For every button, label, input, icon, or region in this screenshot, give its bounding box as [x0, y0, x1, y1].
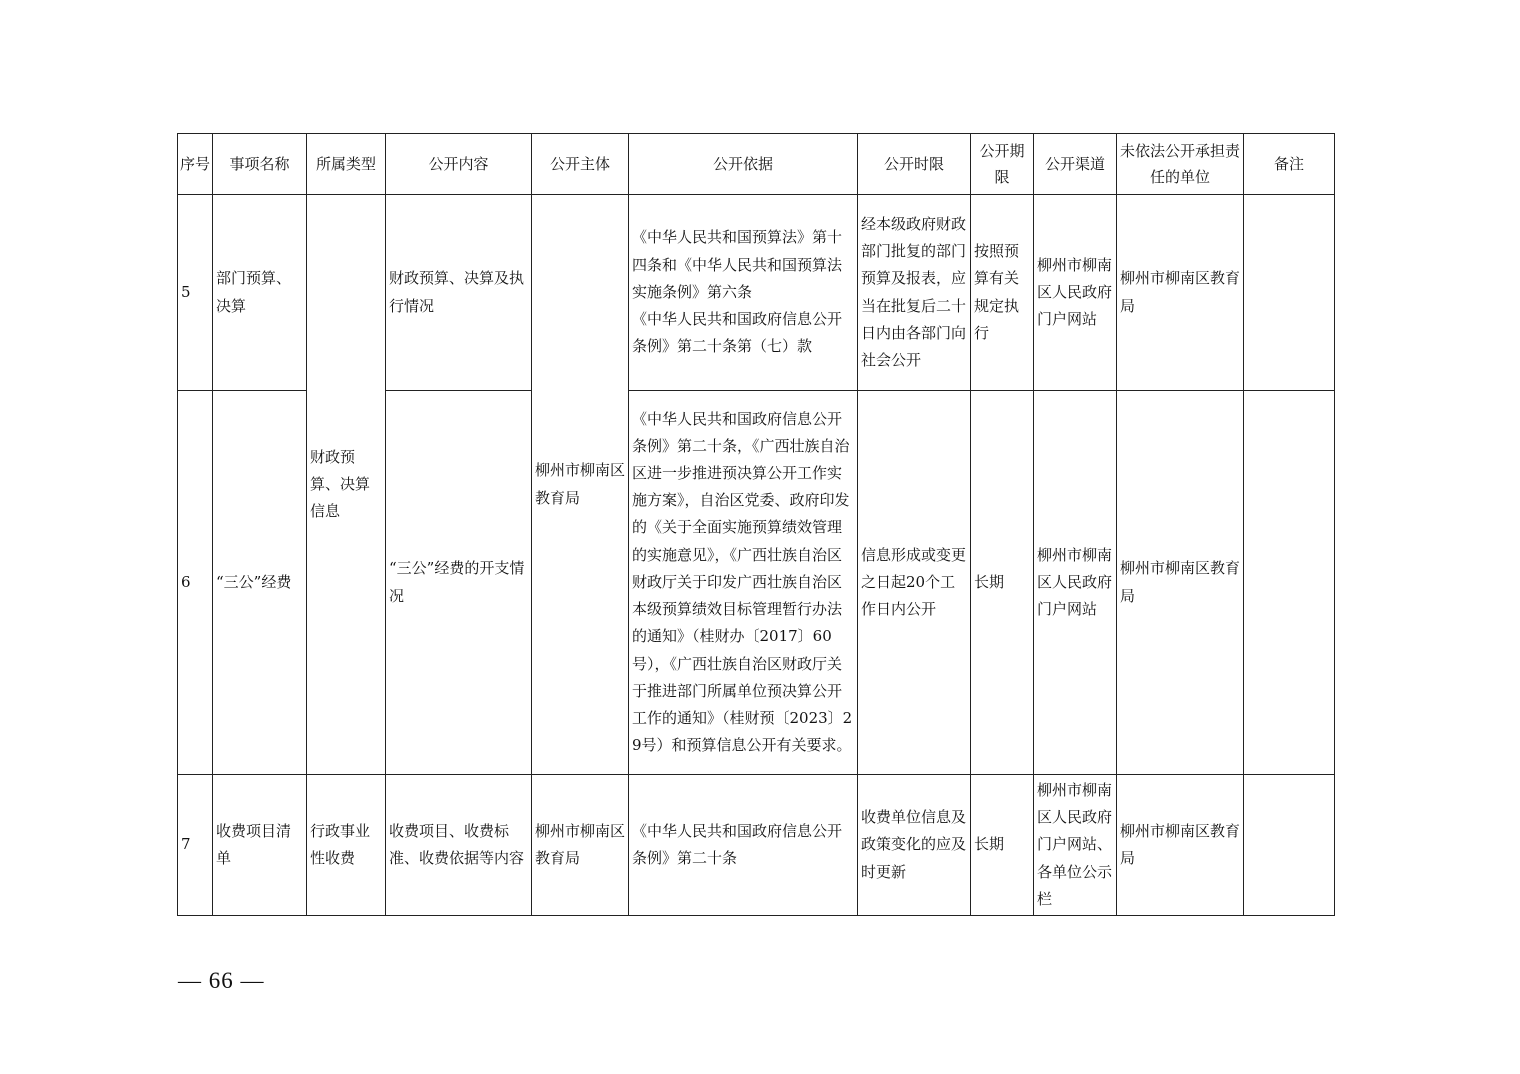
basis-paragraph: 《中华人民共和国预算法》第十四条和《中华人民共和国预算法实施条例》第六条 — [632, 228, 843, 301]
header-row — [178, 134, 1335, 195]
row-time-limit: 收费单位信息及政策变化的应及时更新 — [858, 775, 971, 916]
table-row — [178, 775, 1335, 916]
header-content: 公开内容 — [386, 134, 532, 195]
header-responsible: 未依法公开承担责任的单位 — [1117, 134, 1244, 195]
row-remarks — [1244, 775, 1335, 916]
row-seq: 6 — [178, 391, 213, 775]
header-remarks: 备注 — [1244, 134, 1335, 195]
row-basis — [629, 195, 858, 391]
row-channel: 柳州市柳南区人民政府门户网站、各单位公示栏 — [1034, 775, 1117, 916]
row-channel: 柳州市柳南区人民政府门户网站 — [1034, 391, 1117, 775]
row-category: 财政预算、决算信息 — [307, 195, 386, 775]
header-time-limit: 公开时限 — [858, 134, 971, 195]
table-row — [178, 195, 1335, 391]
row-period: 按照预算有关规定执行 — [971, 195, 1034, 391]
row-item-name: 部门预算、决算 — [213, 195, 307, 391]
row-time-limit: 信息形成或变更之日起20个工作日内公开 — [858, 391, 971, 775]
row-period: 长期 — [971, 391, 1034, 775]
header-basis: 公开依据 — [629, 134, 858, 195]
disclosure-table — [177, 133, 1335, 916]
row-responsible: 柳州市柳南区教育局 — [1117, 391, 1244, 775]
row-basis: 《中华人民共和国政府信息公开条例》第二十条，《广西壮族自治区进一步推进预决算公开工作实施方案》，自治区党委、政府印发的《关于全面实施预算绩效管理的实施意见》，《广西壮族自治区财政厅关于印发广西壮族自治区本级预算绩效目标管理暂行办法的通知》（桂财办〔2017〕60号），《广西壮族自治区财政厅关于推进部门所属单位预决算公开工作的通知》（桂财预〔2023〕29号）和预算信息公开有关要求。 — [629, 391, 858, 775]
header-item-name: 事项名称 — [213, 134, 307, 195]
row-content: 财政预算、决算及执行情况 — [386, 195, 532, 391]
row-item-name: 收费项目清单 — [213, 775, 307, 916]
header-channel: 公开渠道 — [1034, 134, 1117, 195]
row-subject: 柳州市柳南区教育局 — [532, 195, 629, 775]
row-seq: 7 — [178, 775, 213, 916]
header-seq: 序号 — [178, 134, 213, 195]
header-period: 公开期限 — [971, 134, 1034, 195]
basis-paragraph: 《中华人民共和国政府信息公开条例》第二十条第（七）款 — [632, 310, 843, 356]
row-subject: 柳州市柳南区教育局 — [532, 775, 629, 916]
row-remarks — [1244, 391, 1335, 775]
row-content: “三公”经费的开支情况 — [386, 391, 532, 775]
row-channel: 柳州市柳南区人民政府门户网站 — [1034, 195, 1117, 391]
row-content: 收费项目、收费标准、收费依据等内容 — [386, 775, 532, 916]
row-responsible: 柳州市柳南区教育局 — [1117, 775, 1244, 916]
header-category: 所属类型 — [307, 134, 386, 195]
row-basis: 《中华人民共和国政府信息公开条例》第二十条 — [629, 775, 858, 916]
row-time-limit: 经本级政府财政部门批复的部门预算及报表，应当在批复后二十日内由各部门向社会公开 — [858, 195, 971, 391]
row-item-name: “三公”经费 — [213, 391, 307, 775]
page-number: — 66 — — [178, 968, 265, 993]
row-responsible: 柳州市柳南区教育局 — [1117, 195, 1244, 391]
row-seq: 5 — [178, 195, 213, 391]
row-remarks — [1244, 195, 1335, 391]
row-category: 行政事业性收费 — [307, 775, 386, 916]
header-subject: 公开主体 — [532, 134, 629, 195]
row-period: 长期 — [971, 775, 1034, 916]
